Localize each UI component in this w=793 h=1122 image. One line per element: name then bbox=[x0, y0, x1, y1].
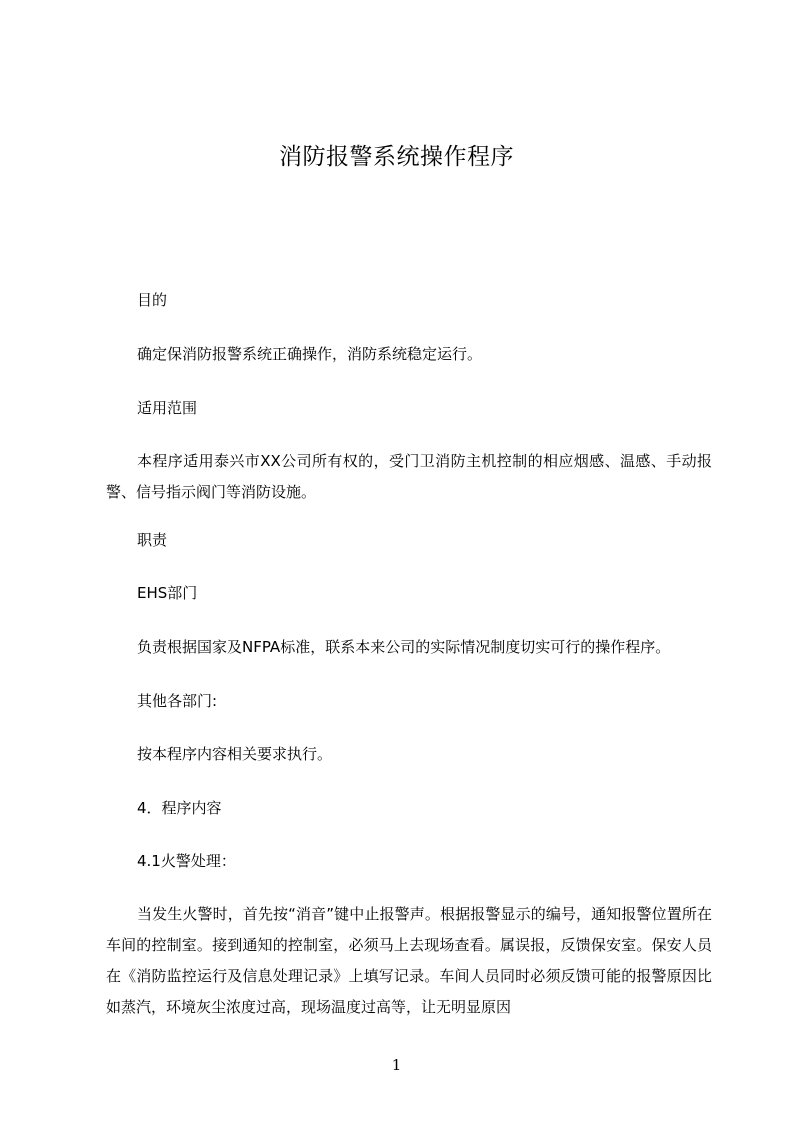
section-heading-procedure: 4．程序内容 bbox=[137, 799, 222, 817]
section-heading-responsibilities: 职责 bbox=[137, 531, 168, 549]
scope-text: 本程序适用泰兴市XX公司所有权的，受门卫消防主机控制的相应烟感、温感、手动报警、信号指示阀门等消防设施。 bbox=[106, 452, 712, 501]
purpose-text: 确定保消防报警系统正确操作，消防系统稳定运行。 bbox=[137, 345, 483, 363]
section-heading-purpose: 目的 bbox=[137, 291, 168, 309]
subsection-heading-fire-alarm: 4.1火警处理： bbox=[137, 852, 236, 870]
section-heading-scope: 适用范围 bbox=[137, 399, 198, 417]
document-title: 消防报警系统操作程序 bbox=[279, 144, 514, 170]
other-departments-heading: 其他各部门: bbox=[137, 692, 218, 710]
page-number: 1 bbox=[391, 1056, 402, 1074]
fire-alarm-text: 当发生火警时，首先按“消音”键中止报警声。根据报警显示的编号，通知报警位置所在车间的控制室。接到通知的控制室，必须马上去现场查看。属误报，反馈保安室。保安人员在《消防监控运行及信息处理记录》上填写记录。车间人员同时必须反馈可能的报警原因比如蒸汽，环境灰尘浓度过高，现场温度过高等，让无明显原因 bbox=[106, 905, 712, 1016]
other-departments-text: 按本程序内容相关要求执行。 bbox=[137, 745, 333, 763]
ehs-department-heading: EHS部门 bbox=[137, 584, 198, 602]
ehs-department-text: 负责根据国家及NFPA标准，联系本来公司的实际情况制度切实可行的操作程序。 bbox=[137, 638, 671, 656]
